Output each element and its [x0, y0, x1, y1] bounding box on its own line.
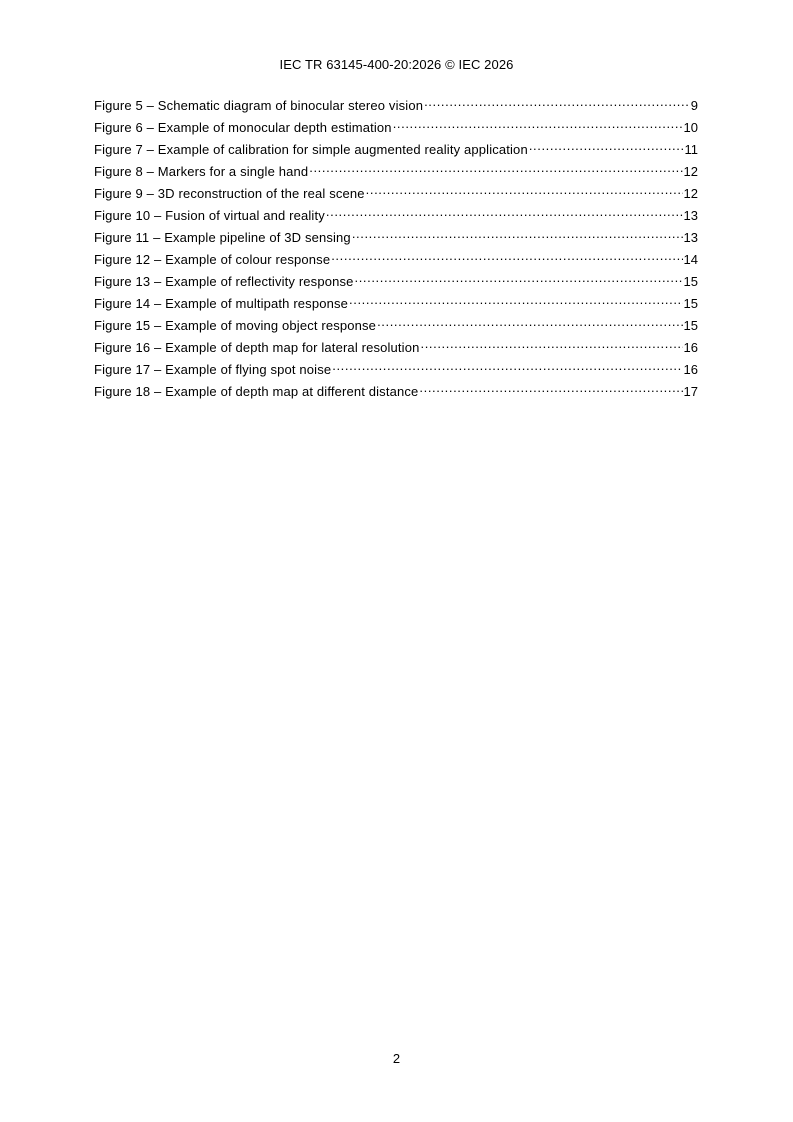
toc-entry-title: Figure 16 – Example of depth map for lateral resolution	[94, 340, 420, 355]
dot-leader	[332, 358, 682, 374]
toc-entry[interactable]	[94, 138, 698, 160]
dot-leader	[366, 182, 683, 198]
toc-entry-page: 15	[683, 296, 698, 311]
toc-entry-page: 13	[683, 208, 698, 223]
dot-leader	[326, 204, 683, 220]
toc-entry-page: 17	[683, 384, 698, 399]
dot-leader	[393, 116, 683, 132]
dot-leader	[349, 292, 683, 308]
toc-entry-title: Figure 6 – Example of monocular depth estimation	[94, 120, 392, 135]
page-header: IEC TR 63145-400-20:2026 © IEC 2026	[279, 57, 514, 72]
toc-entry-title: Figure 14 – Example of multipath response	[94, 296, 349, 311]
toc-entry[interactable]	[94, 336, 698, 358]
toc-entry-title: Figure 17 – Example of flying spot noise	[94, 362, 332, 377]
toc-entry[interactable]	[94, 248, 698, 270]
toc-entry[interactable]	[94, 380, 698, 402]
toc-entry[interactable]	[94, 182, 698, 204]
page-number: 2	[392, 1051, 401, 1066]
toc-entry-page: 16	[683, 362, 698, 377]
toc-entry-page: 15	[683, 274, 698, 289]
list-of-figures	[94, 94, 698, 402]
toc-entry[interactable]	[94, 226, 698, 248]
toc-entry-page: 15	[683, 318, 698, 333]
toc-entry[interactable]	[94, 94, 698, 116]
toc-entry-page: 16	[683, 340, 698, 355]
dot-leader	[424, 94, 690, 110]
toc-entry-title: Figure 9 – 3D reconstruction of the real scene	[94, 186, 365, 201]
toc-entry[interactable]	[94, 292, 698, 314]
toc-entry-title: Figure 10 – Fusion of virtual and reality	[94, 208, 325, 223]
toc-entry-title: Figure 15 – Example of moving object response	[94, 318, 377, 333]
toc-entry-page: 10	[683, 120, 698, 135]
dot-leader	[355, 270, 683, 286]
toc-entry-page: 14	[683, 252, 698, 267]
toc-entry-page: 13	[683, 230, 698, 245]
toc-entry[interactable]	[94, 160, 698, 182]
toc-entry[interactable]	[94, 314, 698, 336]
toc-entry-title: Figure 18 – Example of depth map at different distance	[94, 384, 419, 399]
toc-entry-title: Figure 11 – Example pipeline of 3D sensing	[94, 230, 351, 245]
toc-entry-page: 11	[684, 142, 698, 157]
toc-entry-page: 12	[683, 186, 698, 201]
dot-leader	[377, 314, 682, 330]
toc-entry[interactable]	[94, 358, 698, 380]
toc-entry-title: Figure 13 – Example of reflectivity response	[94, 274, 354, 289]
dot-leader	[352, 226, 683, 242]
toc-entry[interactable]	[94, 270, 698, 292]
toc-entry[interactable]	[94, 204, 698, 226]
toc-entry[interactable]	[94, 116, 698, 138]
dot-leader	[419, 380, 682, 396]
toc-entry-title: Figure 12 – Example of colour response	[94, 252, 331, 267]
toc-entry-title: Figure 5 – Schematic diagram of binocular stereo vision	[94, 98, 424, 113]
toc-entry-title: Figure 7 – Example of calibration for simple augmented reality application	[94, 142, 528, 157]
toc-entry-page: 12	[683, 164, 698, 179]
toc-entry-page: 9	[690, 98, 698, 113]
dot-leader	[309, 160, 682, 176]
dot-leader	[420, 336, 682, 352]
dot-leader	[529, 138, 684, 154]
dot-leader	[331, 248, 682, 264]
toc-entry-title: Figure 8 – Markers for a single hand	[94, 164, 309, 179]
